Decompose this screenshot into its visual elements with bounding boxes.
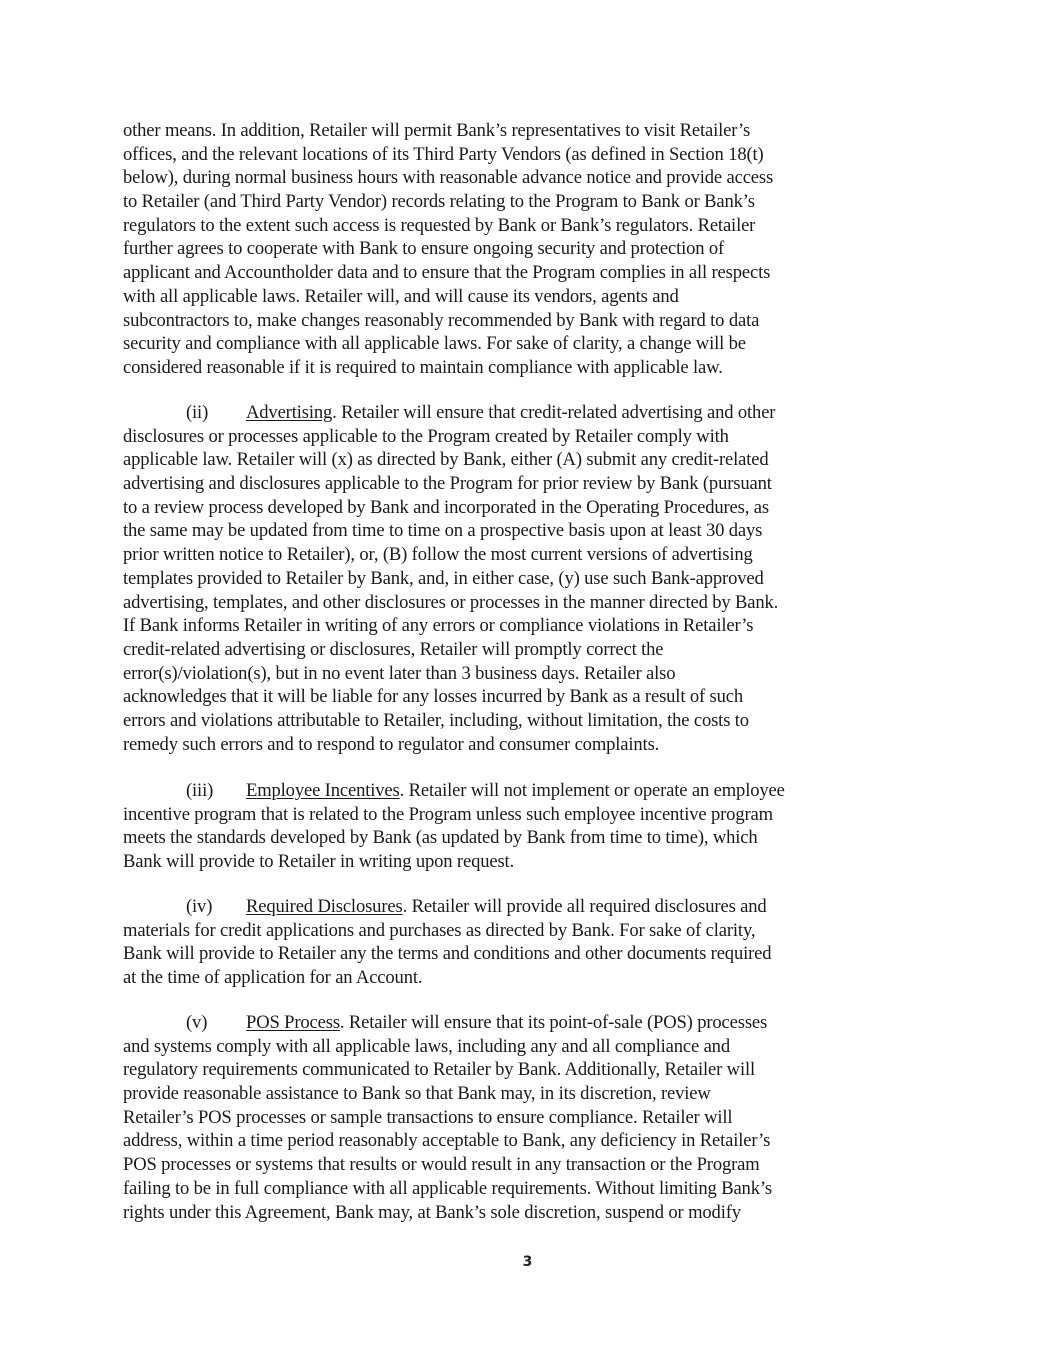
text-line: at the time of application for an Account.	[123, 967, 423, 989]
text-line: POS processes or systems that results or would result in any transaction or the Program	[123, 1154, 760, 1176]
text-line: the same may be updated from time to time on a prospective basis upon at least 30 days	[123, 520, 763, 542]
section-heading: POS Process	[246, 1012, 340, 1033]
paragraph-first-line	[123, 779, 883, 803]
text-line: subcontractors to, make changes reasonably recommended by Bank with regard to data	[123, 309, 760, 331]
text-line: meets the standards developed by Bank (as updated by Bank from time to time), which	[123, 827, 758, 849]
paragraph-advertising	[123, 401, 883, 756]
text-run: . Retailer will ensure that credit-related advertising and other	[332, 402, 776, 423]
text-line: to Retailer (and Third Party Vendor) records relating to the Program to Bank or Bank’s	[123, 191, 755, 213]
text-line: Bank will provide to Retailer any the terms and conditions and other documents required	[123, 943, 772, 965]
text-line: regulators to the extent such access is requested by Bank or Bank’s regulators. Retailer	[123, 214, 756, 236]
text-line: regulatory requirements communicated to Retailer by Bank. Additionally, Retailer will	[123, 1059, 756, 1081]
text-line: materials for credit applications and purchases as directed by Bank. For sake of clarity,	[123, 919, 756, 941]
text-line: further agrees to cooperate with Bank to ensure ongoing security and protection of	[123, 238, 725, 260]
text-line: considered reasonable if it is required to maintain compliance with applicable law.	[123, 356, 723, 378]
text-line: credit-related advertising or disclosures, Retailer will promptly correct the	[123, 638, 664, 660]
text-line: Retailer’s POS processes or sample transactions to ensure compliance. Retailer will	[123, 1106, 733, 1128]
paragraph-required-disclosures	[123, 895, 883, 990]
section-heading: Required Disclosures	[246, 896, 403, 917]
section-heading: Advertising	[246, 402, 333, 423]
text-line: acknowledges that it will be liable for any losses incurred by Bank as a result of such	[123, 686, 744, 708]
text-line: If Bank informs Retailer in writing of any errors or compliance violations in Retailer’s	[123, 615, 754, 637]
text-line: disclosures or processes applicable to the Program created by Retailer comply with	[123, 425, 729, 447]
text-line: rights under this Agreement, Bank may, at Bank’s sole discretion, suspend or modify	[123, 1201, 741, 1223]
paragraph-first-line	[123, 401, 883, 425]
text-line: offices, and the relevant locations of its Third Party Vendors (as defined in Section 18(t)	[123, 143, 764, 165]
text-line: incentive program that is related to the Program unless such employee incentive program	[123, 803, 773, 825]
section-heading: Employee Incentives	[246, 780, 400, 801]
text-line: applicable law. Retailer will (x) as directed by Bank, either (A) submit any credit-related	[123, 449, 769, 471]
text-line: security and compliance with all applicable laws. For sake of clarity, a change will be	[123, 333, 746, 355]
text-line: below), during normal business hours with reasonable advance notice and provide access	[123, 167, 774, 189]
paragraph-first-line	[123, 895, 883, 919]
text-line: address, within a time period reasonably acceptable to Bank, any deficiency in Retailer’s	[123, 1130, 771, 1152]
paragraph-continued	[123, 119, 883, 380]
text-line: advertising, templates, and other disclosures or processes in the manner directed by Bank.	[123, 591, 779, 613]
text-line: advertising and disclosures applicable to the Program for prior review by Bank (pursuant	[123, 473, 772, 495]
text-line: with all applicable laws. Retailer will, and will cause its vendors, agents and	[123, 285, 679, 307]
text-run: . Retailer will ensure that its point-of-sale (POS) processes	[339, 1012, 768, 1033]
section-number: (ii)	[186, 402, 209, 423]
text-run: . Retailer will provide all required disclosures and	[402, 896, 767, 917]
text-line: Bank will provide to Retailer in writing upon request.	[123, 851, 515, 873]
text-line: remedy such errors and to respond to regulator and consumer complaints.	[123, 733, 660, 755]
page-number: 3	[522, 1254, 533, 1270]
section-number: (v)	[186, 1012, 208, 1033]
text-line: and systems comply with all applicable laws, including any and all compliance and	[123, 1035, 730, 1057]
text-line: other means. In addition, Retailer will permit Bank’s representatives to visit Retailer’s	[123, 120, 751, 141]
paragraph-pos-process	[123, 1011, 883, 1224]
text-line: to a review process developed by Bank and incorporated in the Operating Procedures, as	[123, 496, 769, 518]
text-line: applicant and Accountholder data and to ensure that the Program complies in all respects	[123, 262, 771, 284]
text-run: . Retailer will not implement or operate an employee	[399, 780, 785, 801]
text-line: error(s)/violation(s), but in no event later than 3 business days. Retailer also	[123, 662, 676, 684]
text-line: failing to be in full compliance with all applicable requirements. Without limiting Bank’s	[123, 1177, 772, 1199]
text-line: errors and violations attributable to Retailer, including, without limitation, the costs to	[123, 709, 749, 731]
text-line: prior written notice to Retailer), or, (B) follow the most current versions of advertising	[123, 544, 753, 566]
section-number: (iv)	[186, 896, 213, 917]
paragraph-employee-incentives	[123, 779, 883, 874]
text-line: provide reasonable assistance to Bank so that Bank may, in its discretion, review	[123, 1083, 711, 1105]
text-line: templates provided to Retailer by Bank, and, in either case, (y) use such Bank-approved	[123, 567, 764, 589]
section-number: (iii)	[186, 780, 214, 801]
paragraph-first-line	[123, 1011, 883, 1035]
